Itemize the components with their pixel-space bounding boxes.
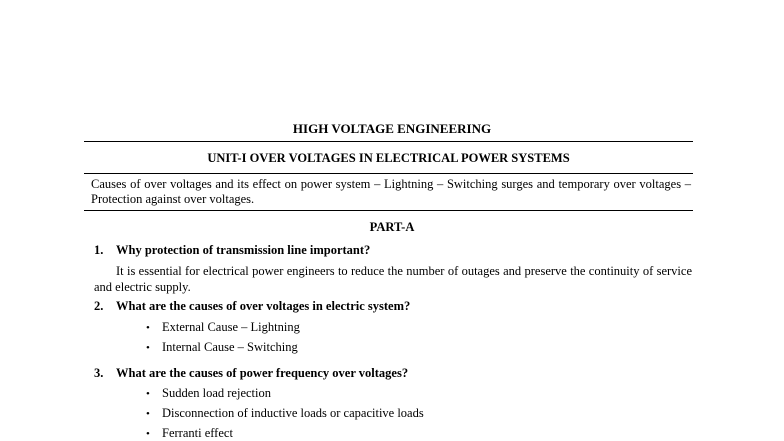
unit-title: UNIT-I OVER VOLTAGES IN ELECTRICAL POWER SYSTEMS (207, 151, 570, 165)
question-2 (94, 299, 410, 314)
bullet-icon: • (146, 322, 150, 334)
divider-syllabus (84, 210, 693, 211)
list-item (146, 406, 424, 421)
question-text: What are the causes of power frequency over voltages? (116, 366, 409, 380)
divider-top (84, 141, 693, 142)
list-item (146, 340, 298, 355)
answer-1: It is essential for electrical power engineers to reduce the number of outages and preserve the continuity of service and electric supply. (94, 264, 692, 294)
list-item-text: Sudden load rejection (162, 386, 271, 400)
question-number: 2. (94, 299, 104, 313)
question-number: 3. (94, 366, 104, 380)
question-text: Why protection of transmission line important? (116, 243, 371, 257)
list-item-text: Ferranti effect (162, 426, 233, 440)
bullet-icon: • (146, 428, 150, 440)
bullet-icon: • (146, 408, 150, 420)
bullet-icon: • (146, 388, 150, 400)
syllabus-text: Causes of over voltages and its effect on power system – Lightning – Switching surges and temporary over voltages – Protection against over voltages. (91, 177, 691, 206)
question-text: What are the causes of over voltages in electric system? (116, 299, 411, 313)
list-item-text: Internal Cause – Switching (162, 340, 298, 354)
question-3 (94, 366, 408, 381)
divider-unit (84, 173, 693, 174)
list-item-text: Disconnection of inductive loads or capacitive loads (162, 406, 424, 420)
list-item (146, 320, 300, 335)
question-number: 1. (94, 243, 104, 257)
question-1 (94, 243, 370, 258)
part-title: PART-A (369, 220, 415, 234)
list-item (146, 426, 233, 441)
list-item (146, 386, 271, 401)
bullet-icon: • (146, 342, 150, 354)
list-item-text: External Cause – Lightning (162, 320, 300, 334)
document-title: HIGH VOLTAGE ENGINEERING (292, 121, 492, 136)
